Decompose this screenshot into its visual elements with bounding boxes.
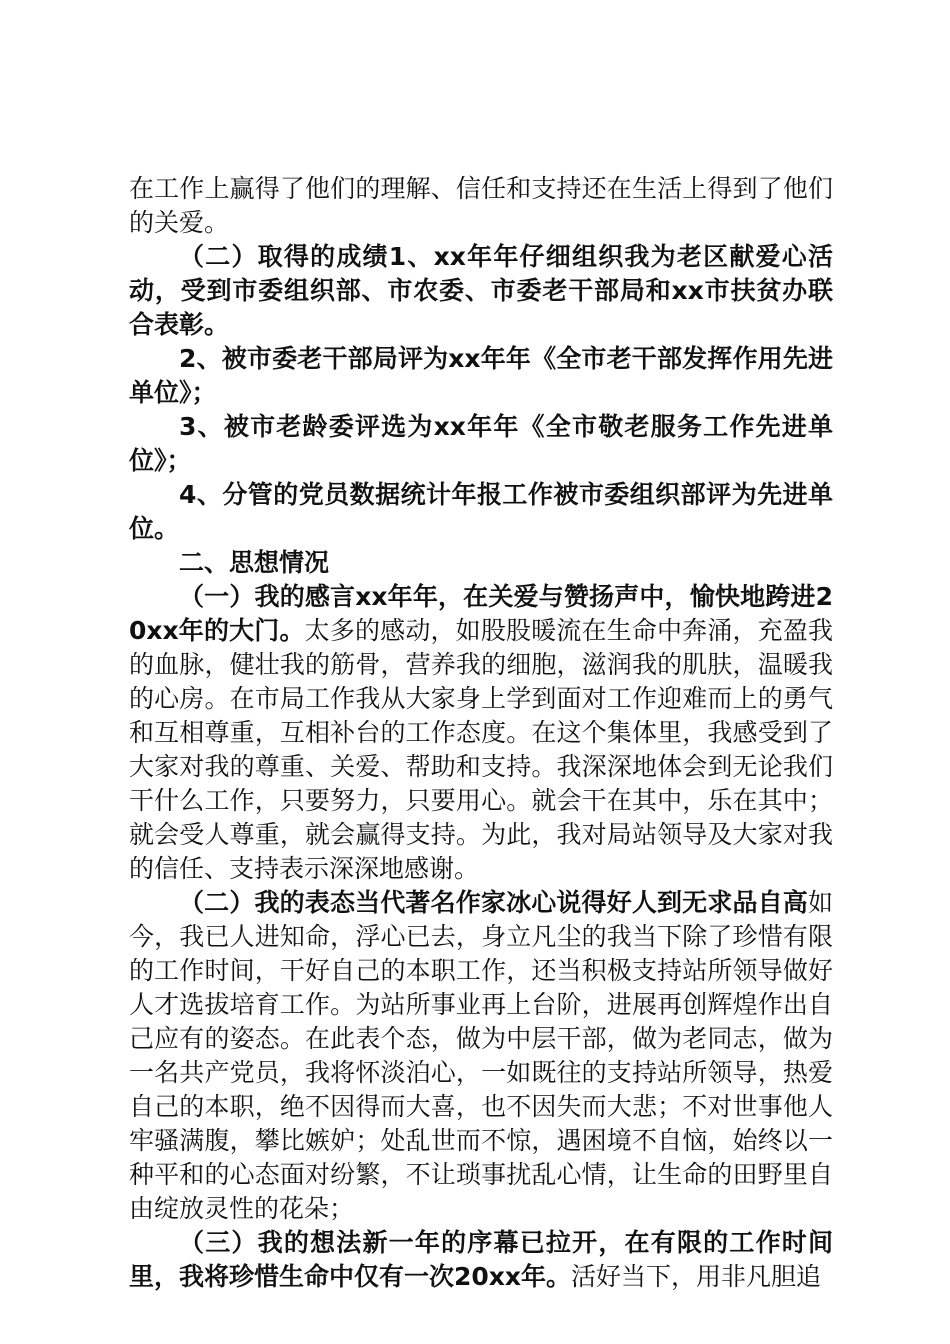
paragraph-heading: 3、被市老龄委评选为xx年年《全市敬老服务工作先进单位》； [129,412,833,475]
paragraph-heading: 2、被市委老干部局评为xx年年《全市老干部发挥作用先进单位》； [129,344,833,407]
paragraph-heading: （二）取得的成绩1、xx年年仔细组织我为老区献爱心活动，受到市委组织部、市农委、市委老干部局和xx市扶贫办联合表彰。 [129,242,833,339]
section-heading-thoughts [129,546,833,580]
paragraph-attitude [129,886,833,1226]
paragraph-feelings [129,580,833,886]
paragraph-heading: （一）我的感言xx年年，在关爱与赞扬声中，愉快地跨进20xx年的大门。 [129,582,833,645]
paragraph-item-4 [129,478,833,546]
paragraph-achievements [129,240,833,342]
paragraph-ideas [129,1226,833,1294]
paragraph-text: 在工作上赢得了他们的理解、信任和支持还在生活上得到了他们的关爱。 [129,174,833,237]
paragraph-heading: 4、分管的党员数据统计年报工作被市委组织部评为先进单位。 [129,480,833,543]
paragraph-text: 太多的感动，如股股暖流在生命中奔涌，充盈我的血脉，健壮我的筋骨，营养我的细胞，滋润我的肌肤，温暖我的心房。在市局工作我从大家身上学到面对工作迎难而上的勇气和互相尊重，互相补台的工作态度。在这个集体里，我感受到了大家对我的尊重、关爱、帮助和支持。我深深地体会到无论我们干什么工作，只要努力，只要用心。就会干在其中，乐在其中；就会受人尊重，就会赢得支持。为此，我对局站领导及大家对我的信任、支持表示深深地感谢。 [129,616,833,883]
paragraph-heading: （三）我的想法新一年的序幕已拉开，在有限的工作时间里，我将珍惜生命中仅有一次20xx年。 [129,1228,833,1291]
paragraph-item-2 [129,342,833,410]
section-heading: 二、思想情况 [179,548,330,577]
paragraph-item-3 [129,410,833,478]
document-body [129,172,833,1294]
paragraph-text: 如今，我已人进知命，浮心已去，身立凡尘的我当下除了珍惜有限的工作时间，干好自己的本职工作，还当积极支持站所领导做好人才选拔培育工作。为站所事业再上台阶，进展再创辉煌作出自己应有的姿态。在此表个态，做为中层干部，做为老同志，做为一名共产党员，我将怀淡泊心，一如既往的支持站所领导，热爱自己的本职，绝不因得而大喜，也不因失而大悲；不对世事他人牢骚满腹，攀比嫉妒；处乱世而不惊，遇困境不自恼，始终以一种平和的心态面对纷繁，不让琐事扰乱心情，让生命的田野里自由绽放灵性的花朵； [129,888,833,1223]
paragraph-text: 活好当下，用非凡胆追 [571,1262,822,1291]
paragraph-heading: （二）我的表态当代著名作家冰心说得好人到无求品自高 [179,888,808,917]
paragraph-continuation [129,172,833,240]
